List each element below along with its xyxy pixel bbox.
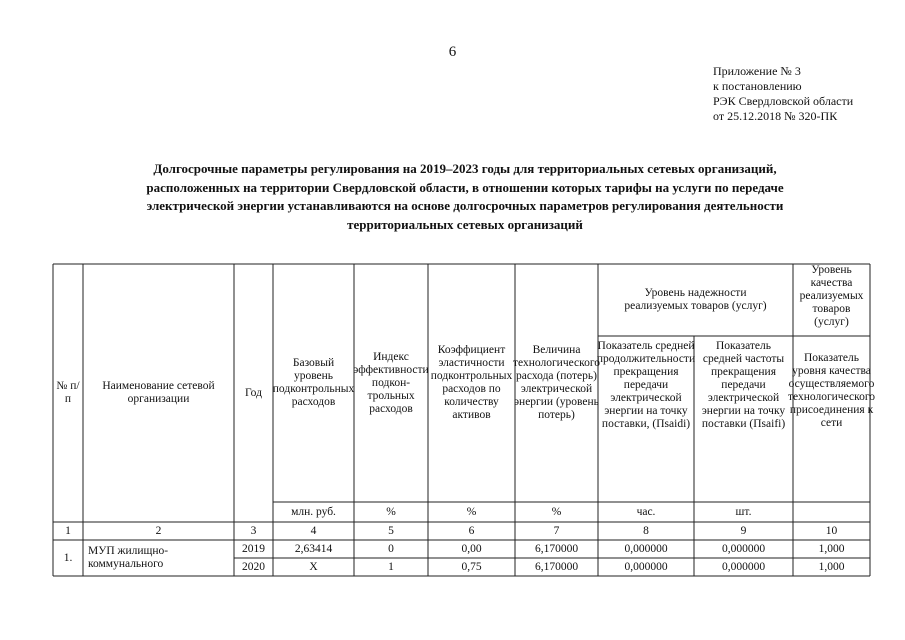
row-num: 1. bbox=[63, 551, 73, 564]
title-line: расположенных на территории Свердловской области, в отношении которых тарифы на услуги по передаче bbox=[146, 179, 784, 195]
unit-elasticity: % bbox=[466, 505, 477, 518]
title-line: Долгосрочные параметры регулирования на 2019–2023 годы для территориальных сетевых организаций, bbox=[153, 161, 777, 176]
appendix-line: к постановлению bbox=[713, 79, 802, 93]
cell-efficiency-index: 1 bbox=[388, 561, 394, 573]
unit-efficiency-index: % bbox=[386, 505, 396, 518]
column-number: 5 bbox=[388, 524, 394, 537]
column-number: 8 bbox=[643, 524, 649, 537]
column-number: 3 bbox=[250, 524, 257, 537]
header-reliability-group: Уровень надежности реализуемых товаров (услуг) bbox=[624, 287, 767, 312]
header-efficiency-index: Индекс эффективности подкон-трольных расходов bbox=[353, 350, 429, 415]
column-number: 10 bbox=[825, 524, 838, 537]
cell-quality: 1,000 bbox=[818, 543, 845, 555]
header-year: Год bbox=[245, 386, 262, 399]
cell-saifi: 0,000000 bbox=[721, 543, 766, 555]
cell-efficiency-index: 0 bbox=[388, 543, 394, 555]
row-org-name bbox=[83, 540, 234, 576]
header-num: № п/п bbox=[56, 380, 80, 405]
appendix-line: от 25.12.2018 № 320-ПК bbox=[713, 109, 838, 123]
cell-losses: 6,170000 bbox=[534, 543, 579, 555]
header-quality: Показатель уровня качества осуществляемого технологического присоединения к сети bbox=[787, 352, 876, 429]
cell-year: 2020 bbox=[242, 561, 265, 573]
cell-base-level: 2,63414 bbox=[294, 543, 333, 555]
header-saifi: Показатель средней частоты прекращения передачи электрической энергии на точку поставки (Пsaifi) bbox=[701, 340, 786, 430]
column-number: 6 bbox=[468, 524, 475, 537]
cell-saifi: 0,000000 bbox=[721, 561, 766, 573]
unit-quality bbox=[793, 502, 870, 522]
unit-saidi: час. bbox=[636, 505, 656, 518]
org-name-line: коммунального bbox=[88, 558, 164, 570]
appendix-line: РЭК Свердловской области bbox=[713, 94, 854, 108]
column-number: 7 bbox=[553, 524, 560, 537]
appendix-line: Приложение № 3 bbox=[713, 64, 801, 78]
column-number: 1 bbox=[65, 524, 71, 537]
header-elasticity: Коэффициент эластичности подконтрольных расходов по количеству активов bbox=[430, 344, 513, 421]
cell-year: 2019 bbox=[242, 543, 265, 555]
document-title bbox=[70, 160, 860, 234]
cell-elasticity: 0,00 bbox=[461, 543, 482, 555]
title-line: электрической энергии устанавливаются на основе долгосрочных параметров регулирования деятельности bbox=[146, 198, 784, 213]
column-number: 9 bbox=[740, 524, 747, 537]
page-number: 6 bbox=[448, 44, 457, 60]
appendix-reference bbox=[713, 64, 853, 124]
header-losses: Величина технологического расхода (потерь) электрической энергии (уровень потерь) bbox=[512, 344, 601, 421]
org-name-line: МУП жилищно- bbox=[88, 545, 169, 557]
cell-saidi: 0,000000 bbox=[624, 543, 668, 555]
unit-losses: % bbox=[551, 505, 562, 518]
header-saidi: Показатель средней продолжительности прекращения передачи электрической энергии на точку поставки, (Пsaidi) bbox=[596, 340, 696, 430]
header-base-level: Базовый уровень подконтрольных расходов bbox=[272, 357, 355, 408]
cell-quality: 1,000 bbox=[818, 561, 845, 573]
cell-losses: 6,170000 bbox=[534, 561, 579, 573]
cell-base-level: Х bbox=[309, 561, 318, 573]
header-quality-group: Уровень качества реализуемых товаров (услуг) bbox=[799, 264, 864, 328]
column-number: 2 bbox=[155, 524, 162, 537]
unit-base-level: млн. руб. bbox=[291, 505, 336, 518]
header-name: Наименование сетевой организации bbox=[102, 380, 215, 405]
unit-saifi: шт. bbox=[735, 505, 752, 518]
title-line: территориальных сетевых организаций bbox=[347, 216, 583, 232]
cell-saidi: 0,000000 bbox=[624, 561, 668, 573]
cell-elasticity: 0,75 bbox=[461, 561, 482, 573]
column-number: 4 bbox=[310, 524, 317, 537]
